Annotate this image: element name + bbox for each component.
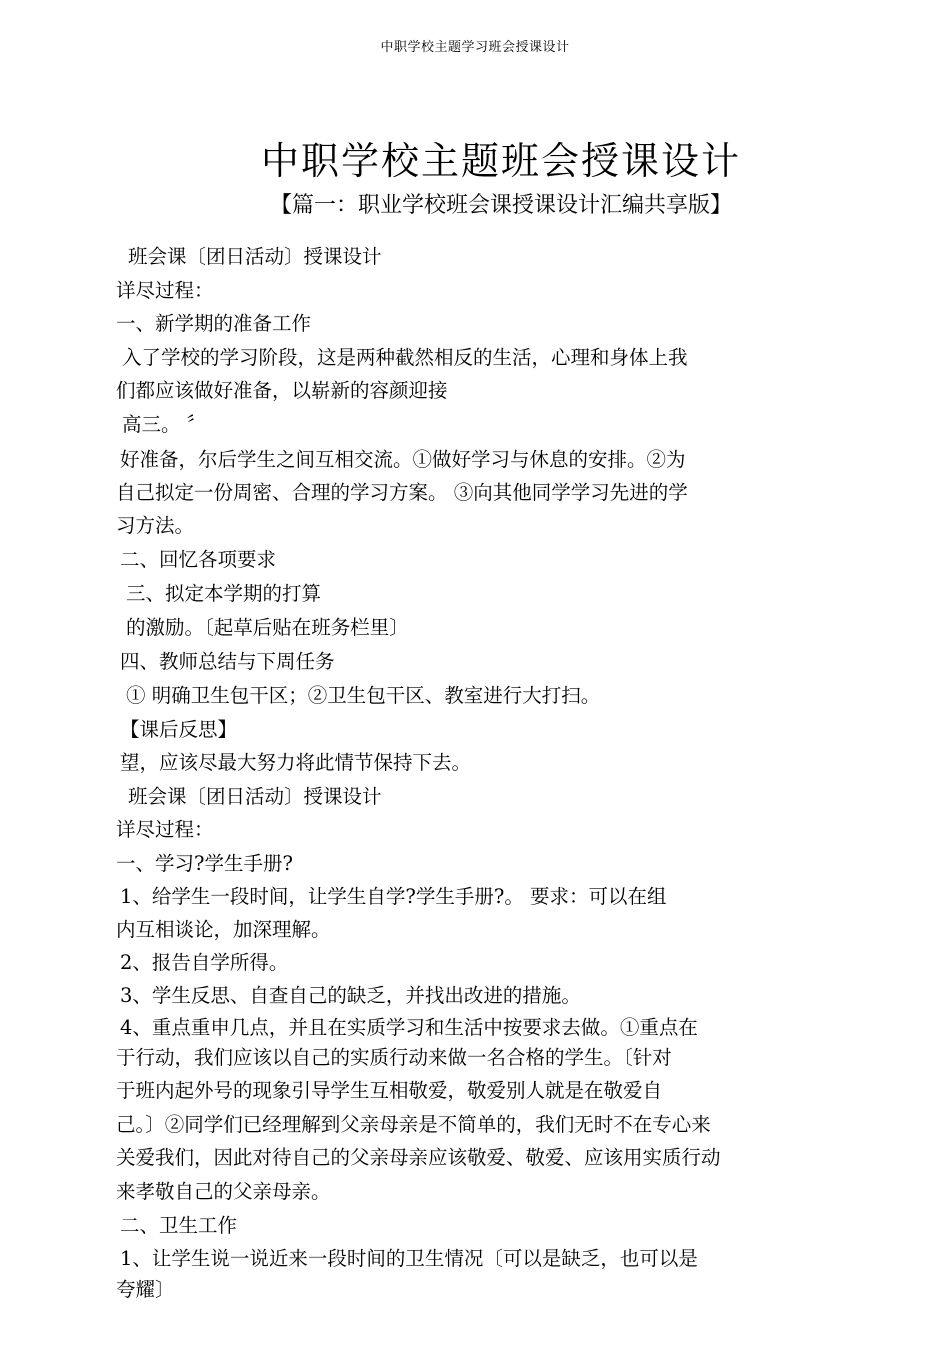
text-line: 入了学校的学习阶段，这是两种截然相反的生活，心理和身体上我: [122, 346, 688, 369]
text-line: 高三。 〞: [122, 413, 207, 436]
text-line: 习方法。: [116, 514, 195, 537]
text-line: 详尽过程：: [116, 818, 214, 841]
text-line: 好准备，尔后学生之间互相交流。①做好学习与休息的安排。②为: [120, 448, 686, 471]
text-line: 二、回忆各项要求: [120, 548, 277, 571]
text-line: 【课后反思】: [120, 718, 238, 741]
text-line: 1、让学生说一说近来一段时间的卫生情况〔可以是缺乏，也可以是: [120, 1247, 698, 1270]
text-line: ① 明确卫生包干区；②卫生包干区、教室进行大打扫。: [126, 684, 601, 707]
text-line: 来孝敬自己的父亲母亲。: [116, 1180, 331, 1203]
running-header: 中职学校主题学习班会授课设计: [380, 40, 570, 55]
text-line: 3、学生反思、自查自己的缺乏，并找出改进的措施。: [120, 984, 581, 1007]
text-line: 望，应该尽最大努力将此情节保持下去。: [120, 751, 472, 774]
text-line: 的激励。〔起草后贴在班务栏里〕: [126, 616, 409, 639]
text-line: 一、学习?学生手册?: [116, 852, 293, 875]
text-line: 二、卫生工作: [120, 1214, 238, 1237]
text-line: 们都应该做好准备，以崭新的容颜迎接: [116, 379, 448, 402]
text-line: 夸耀〕: [116, 1278, 175, 1301]
text-line: 己。〕②同学们已经理解到父亲母亲是不简单的，我们无时不在专心来: [116, 1113, 711, 1136]
text-line: 于行动，我们应该以自己的实质行动来做一名合格的学生。〔针对: [116, 1046, 672, 1069]
text-line: 详尽过程：: [116, 279, 214, 302]
text-line: 于班内起外号的现象引导学生互相敬爱，敬爱别人就是在敬爱自: [116, 1079, 663, 1102]
text-line: 2、报告自学所得。: [120, 951, 289, 974]
text-line: 三、拟定本学期的打算: [126, 582, 322, 605]
text-line: 四、教师总结与下周任务: [120, 650, 335, 673]
text-line: 自己拟定一份周密、合理的学习方案。 ③向其他同学学习先进的学: [116, 481, 688, 504]
document-subtitle: 【篇一：职业学校班会课授课设计汇编共享版】: [269, 193, 732, 218]
text-line: 班会课〔团日活动〕授课设计: [128, 785, 382, 808]
text-line: 4、重点重申几点，并且在实质学习和生活中按要求去做。①重点在: [120, 1016, 698, 1039]
text-line: 一、新学期的准备工作: [116, 312, 312, 335]
text-line: 1、给学生一段时间，让学生自学?学生手册?。 要求：可以在组: [120, 885, 667, 908]
text-line: 内互相谈论，加深理解。: [116, 918, 331, 941]
text-line: 班会课〔团日活动〕授课设计: [128, 245, 382, 268]
document-title: 中职学校主题班会授课设计: [260, 139, 741, 183]
text-line: 关爱我们，因此对待自己的父亲母亲应该敬爱、敬爱、应该用实质行动: [116, 1146, 721, 1169]
